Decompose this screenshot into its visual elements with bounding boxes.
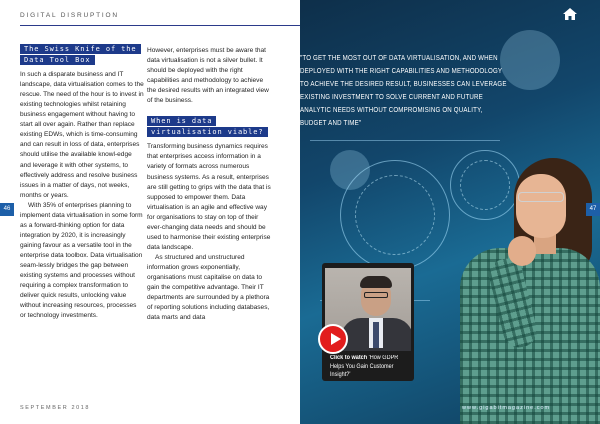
issue-date: SEPTEMBER 2018 (20, 405, 91, 411)
video-cta[interactable]: Click to watch (330, 355, 368, 361)
pull-quote (300, 52, 508, 130)
video-title[interactable]: 'How GDPR Helps You Gain Customer Insight?' (330, 355, 399, 379)
video-caption[interactable] (330, 354, 407, 380)
page-number-right: 47 (586, 203, 600, 216)
body-paragraph: As structured and unstructured information grows exponentially, organisations must capitalise on data to gain the competitive advantage. Their IT departments are surrounded by a plethora of reporting solutions including databases, data marts and data (147, 253, 270, 322)
body-paragraph: However, enterprises must be aware that data virtualisation is not a silver bullet. It should be deployed with the right capabilities and methodology to achieve the desired results with an integrated view of the business. (147, 47, 269, 105)
subheading-line: Data Tool Box (20, 55, 95, 65)
body-paragraph: With 35% of enterprises planning to implement data virtualisation in some form as a forward-thinking option for data integration by 2020, it is increasingly gaining favour as a versatile tool in the enterprise data toolbox. Data virtualisation seam-lessly bridges the gap between existing systems and processes without requiring a complex transformation to deliver quick results, unlocking value without increasing resources, processes or technology investments. (20, 201, 143, 320)
article-column-2 (147, 46, 271, 323)
page-number-left: 46 (0, 203, 14, 216)
home-icon[interactable] (562, 6, 578, 22)
website-url[interactable]: www.gigabitmagazine.com (462, 405, 551, 411)
subheading-viable (147, 116, 271, 138)
pull-quote-text: "TO GET THE MOST OUT OF DATA VIRTUALISATION, AND WHEN DEPLOYED WITH THE RIGHT CAPABILITIES AND METHODOLOGY TO ACHIEVE THE DESIRED RESULT, BUSINESSES CAN LEVERAGE EXISTING INVESTMENT TO SOLVE CURRENT AND FUTURE ANALYTIC NEEDS WITHOUT COMPROMISING ON QUALITY, BUDGET AND TIME" (300, 55, 507, 127)
subheading-line: The Swiss Knife of the (20, 44, 141, 54)
body-paragraph: In such a disparate business and IT landscape, data virtualisation comes to the rescue. The need of the hour is to invest in existing technologies whilst retaining business engagement without having to start all over again. Rather than replace existing EDWs, which is time-consuming and can result in loss of data, enterprises should utilise the available knowl-edge and leverage it with other systems, to effectively address and resolve business issues in a matter of days, not weeks, months or years. (20, 71, 144, 199)
subheading-line: When is data (147, 116, 216, 126)
section-title: DIGITAL DISRUPTION (20, 12, 119, 19)
header-divider (20, 25, 300, 26)
subheading-line: virtualisation viable? (147, 127, 268, 137)
glasses (518, 192, 564, 202)
light-bokeh (500, 30, 560, 90)
article-column-1 (20, 44, 144, 321)
woman-thinking-photo (430, 140, 600, 424)
subheading-swiss-knife (20, 44, 144, 66)
play-icon[interactable] (318, 324, 348, 354)
hud-gauge-ring (355, 175, 435, 255)
body-paragraph: Transforming business dynamics requires that enterprises access information in a variety of formats across numerous business systems. As a result, enterprises are still getting to grips with the data that is supposed to empower them. Data virtualisation is an agile and effective way for organisations to stay on top of their ever-changing data needs and should be used to harmonise their existing enterprise data landscape. (147, 143, 271, 251)
